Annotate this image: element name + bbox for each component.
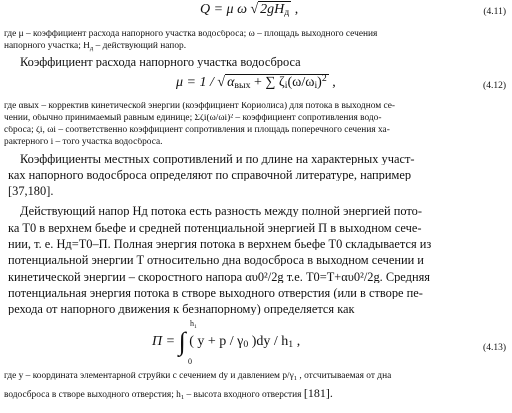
para2-line-7: рехода от напорного движения к безнапорному) определяется как: [8, 303, 355, 316]
equation-4-12: μ = 1 / √ $\alpha_{вых}$ + ∑ $\zeta_i(\omega/\omega_i)^2$ ,: [176, 73, 336, 91]
equation-number-4-12: (4.12): [483, 81, 506, 91]
def3-line-1: где y – координата элементарной струйки с сечением dy и давлением $p/\gamma_1$ , отсчитываемая от дна: [4, 372, 392, 382]
equation-number-4-11: (4.11): [483, 7, 506, 17]
para1-line-1: Коэффициенты местных сопротивлений и по длине на характерных участ-: [20, 153, 415, 166]
reference-181: [181].: [303, 387, 333, 400]
def2-line-1: где αвых – корректив кинетической энергии (коэффициент Кориолиса) для потока в выходном се-: [4, 102, 396, 111]
section-heading: Коэффициент расхода напорного участка водосброса: [20, 56, 301, 69]
eq1-lhs: Q = μ ω: [200, 2, 247, 17]
para2-line-1: Действующий напор Hд потока есть разность между полной энергией пото-: [20, 205, 422, 218]
para1-line-2: ках напорного водосброса определяют по справочной литературе, например: [8, 169, 412, 182]
eq1-sqrt: $2gH_д$: [260, 2, 290, 18]
def1-line-2: напорного участка; $H_д$ – действующий напор.: [4, 42, 187, 52]
para2-line-3: нии, т. е. Hд=T0–П. Полная энергия потока в верхнем бьефе T0 складывается из: [8, 238, 432, 251]
def2-line-3: сброса; ζi, ωi – соответственно коэффициент сопротивления и площадь поперечного сечения ха-: [4, 126, 390, 135]
def2-line-2: чении, обычно принимаемый равным единице; Σζi(ω/ωi)² – коэффициент сопротивления водо-: [4, 114, 382, 123]
integral-upper-limit: $h_1$: [190, 319, 197, 330]
para1-line-3: [37,180].: [8, 185, 54, 198]
def2-line-4: рактерного i – того участка водосброса.: [4, 138, 163, 147]
para2-line-6: потенциальная энергия потока в створе выходного отверстия (или в створе пе-: [8, 287, 423, 300]
para2-line-4: потенциальной энергии T относительно дна водосброса в выходном сечении и: [8, 254, 424, 267]
para2-line-5: кинетической энергии – скоростного напора αυ0²/2g т.е. T0=T+αυ0²/2g. Средняя: [8, 271, 430, 284]
para2-line-2: ка T0 в верхнем бьефе и средней потенциальной энергией П в выходном сече-: [8, 222, 422, 235]
integral-lower-limit: 0: [188, 357, 192, 366]
equation-4-11: Q = μ ω √ $2gH_д$ ,: [200, 2, 299, 18]
def3-line-2: водосброса в створе выходного отверстия; $h_1$ – высота входного отверстия [181].: [4, 387, 333, 401]
equation-number-4-13: (4.13): [483, 343, 506, 353]
equation-4-13: П = ∫ $h_1$ 0 ( $y + p / \gamma_0$ )$dy / h_1$ ,: [152, 319, 301, 366]
integral-sign: ∫: [178, 327, 186, 356]
def1-line-1: где μ – коэффициент расхода напорного участка водосброса; ω – площадь выходного сечения: [4, 30, 378, 39]
